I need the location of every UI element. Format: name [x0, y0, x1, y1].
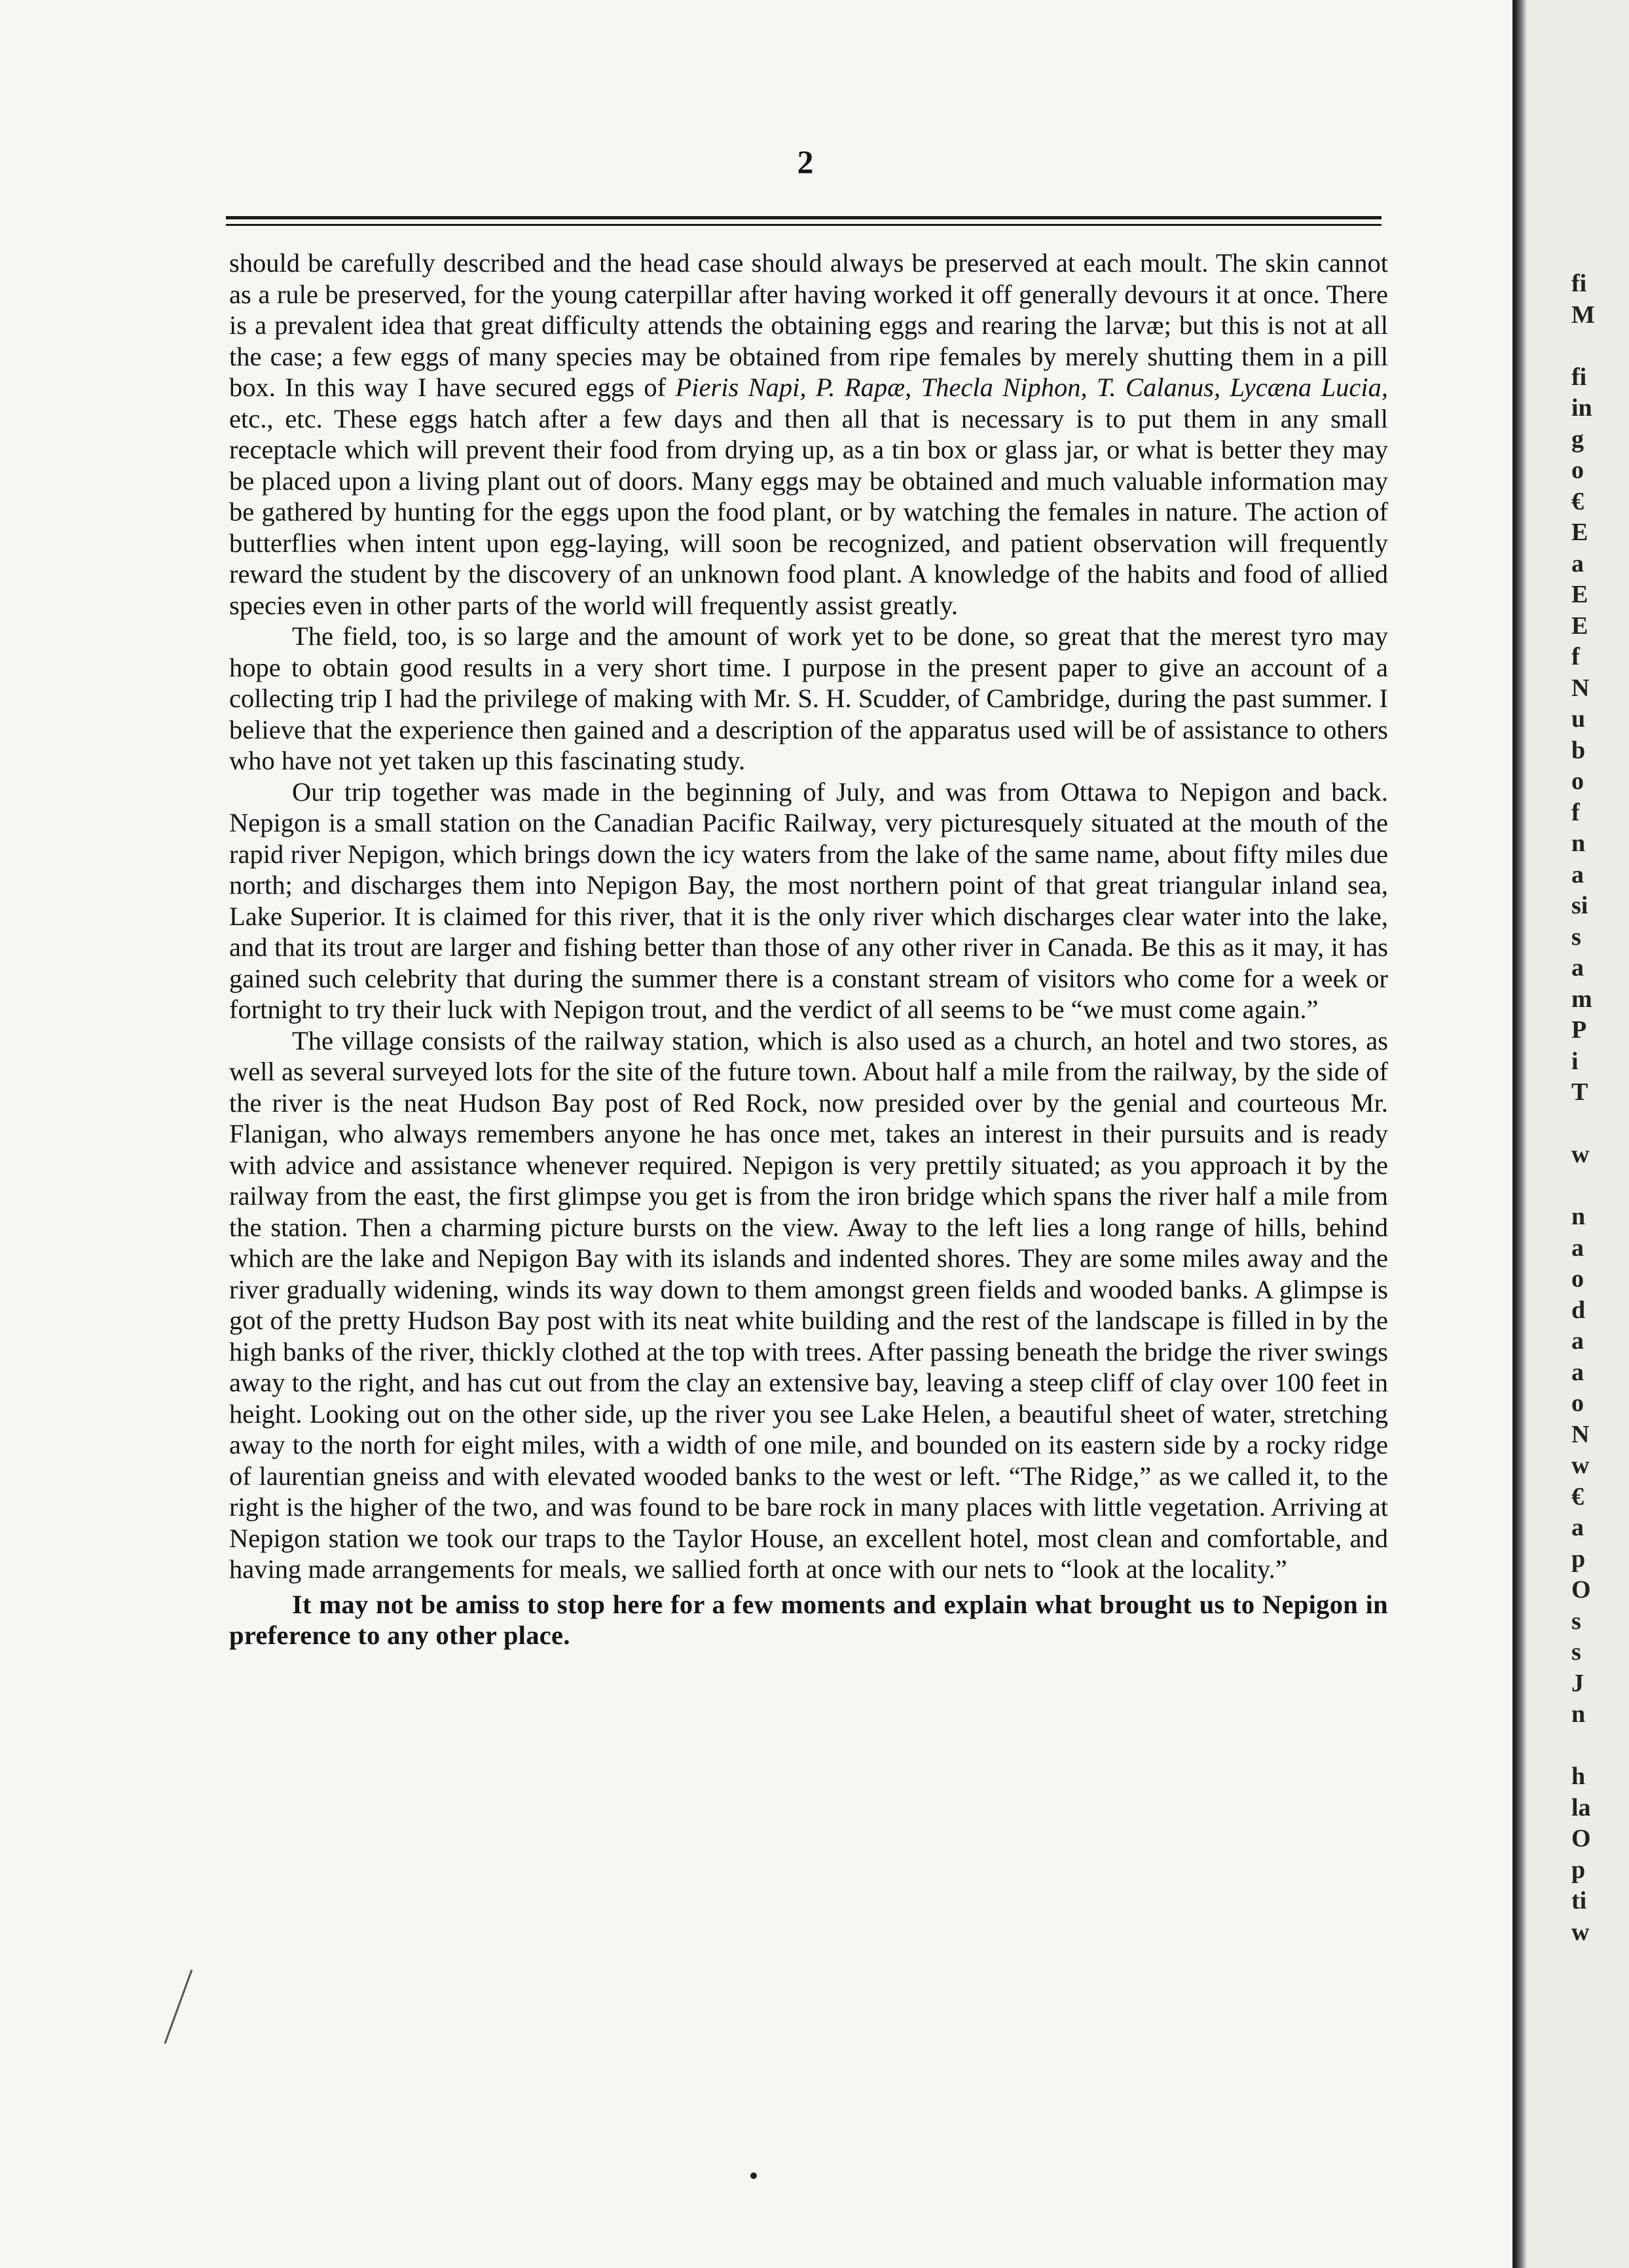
adjacent-page-fragment: o [1571, 456, 1584, 484]
adjacent-page-fragment: a [1571, 549, 1584, 577]
adjacent-page-fragment: a [1571, 860, 1584, 888]
adjacent-page-fragment: E [1571, 612, 1588, 640]
adjacent-page-fragment: a [1571, 1358, 1584, 1386]
adjacent-page-fragment: s [1571, 1607, 1581, 1635]
adjacent-page-fragment: a [1571, 1514, 1584, 1541]
paragraph-3: Our trip together was made in the beginning of July, and was from Ottawa to Nepigon and back. Nepigon is a small station on the Canadian Pacific Railway, very picturesquely situated at the mouth of the rapid river Nepigon, which brings down the icy waters from the lake of the same name, about fifty miles due north; and discharges them into Nepigon Bay, the most northern point of that great triangular inland sea, Lake Superior. It is claimed for this river, that it is the only river which discharges clear water into the lake, and that its trout are larger and fishing better than those of any other river in Canada. Be this as it may, it has gained such celebrity that during the summer there is a constant stream of visitors who come for a week or fortnight to try their luck with Nepigon trout, and the verdict of all seems to be “we must come again.” [229, 777, 1388, 1024]
ink-dot [750, 2172, 757, 2179]
adjacent-page-fragment: O [1571, 1576, 1591, 1603]
adjacent-page-fragment: o [1571, 1265, 1584, 1292]
adjacent-page-fragment: E [1571, 581, 1588, 608]
adjacent-page-fragment: E [1571, 519, 1588, 546]
adjacent-page-fragment: n [1571, 1700, 1586, 1728]
adjacent-page-fragment: p [1571, 1856, 1586, 1884]
adjacent-page-fragment: la [1571, 1793, 1591, 1821]
adjacent-page-fragment: s [1571, 1638, 1581, 1666]
page-gutter-shadow [1515, 0, 1527, 2268]
paragraph-2: The field, too, is so large and the amount of work yet to be done, so great that the merest tyro may hope to obtain good results in a very short time. I purpose in the present paper to give an account of a collecting trip I had the privilege of making with Mr. S. H. Scudder, of Cambridge, during the past summer. I believe that the experience then gained and a description of the apparatus used will be of assistance to others who have not yet taken up this fascinating study. [229, 621, 1388, 775]
adjacent-page-fragment [1571, 331, 1624, 362]
header-rule-thin [226, 224, 1382, 226]
adjacent-page-fragment: s [1571, 923, 1581, 951]
adjacent-page-fragment: d [1571, 1296, 1586, 1324]
adjacent-page-fragment: w [1571, 1452, 1590, 1479]
adjacent-page-fragment: n [1571, 1203, 1586, 1230]
adjacent-page-fragment: fi [1571, 363, 1587, 391]
species-list: Pieris Napi, P. Rapæ, Thecla Niphon, T. Calanus, Lycæna Lucia, [675, 373, 1388, 402]
page-number: 2 [797, 143, 814, 180]
adjacent-page-fragment: o [1571, 767, 1584, 795]
paragraph-text: should be carefully described and the head case should always be preserved at each moult. The skin cannot as a rule be preserved, for the young caterpillar after having worked it off generally devours it at once. There is a prevalent idea that great difficulty attends the obtaining eggs and rearing the larvæ; but this is not at all the case; a few eggs of many species may be obtained from ripe females by merely shutting them in a pill box. In this way I have secured eggs of [229, 248, 1388, 402]
adjacent-page-fragments [1571, 268, 1624, 1948]
paragraph-1 [229, 247, 1388, 621]
header-rule [226, 216, 1382, 219]
adjacent-page-fragment [1571, 1108, 1624, 1140]
adjacent-page-fragment: w [1571, 1918, 1590, 1946]
adjacent-page-fragment: w [1571, 1141, 1590, 1168]
adjacent-page-fragment: n [1571, 830, 1586, 857]
adjacent-page-fragment: N [1571, 1420, 1590, 1448]
adjacent-page-fragment: O [1571, 1825, 1591, 1852]
adjacent-page-fragment: a [1571, 1234, 1584, 1262]
adjacent-page-fragment: M [1571, 301, 1595, 329]
adjacent-page-fragment: h [1571, 1763, 1586, 1790]
adjacent-page-fragment: J [1571, 1669, 1584, 1697]
paragraph-4: The village consists of the railway station, which is also used as a church, an hotel and two stores, as well as several surveyed lots for the site of the future town. About half a mile from the railway, by the side of the river is the neat Hudson Bay post of Red Rock, now presided over by the genial and courteous Mr. Flanigan, who always remembers anyone he has once met, takes an interest in their pursuits and is ready with advice and assistance whenever required. Nepigon is very prettily situated; as you approach it by the railway from the east, the first glimpse you get is from the iron bridge which spans the river half a mile from the station. Then a charming picture bursts on the view. Away to the left lies a long range of hills, behind which are the lake and Nepigon Bay with its islands and indented shores. They are some miles away and the river gradually widening, winds its way down to them amongst green fields and wooded banks. A glimpse is got of the pretty Hudson Bay post with its neat white building and the rest of the landscape is filled in by the high banks of the river, thickly clothed at the top with trees. After passing beneath the bridge the river swings away to the right, and has cut out from the clay an extensive bay, leaving a steep cliff of clay over 100 feet in height. Looking out on the other side, up the river you see Lake Helen, a beautiful sheet of water, stretching away to the north for eight miles, with a width of one mile, and bounded on its eastern side by a rocky ridge of laurentian gneiss and with elevated wooded banks to the west or left. “The Ridge,” as we called it, to the right is the higher of the two, and was found to be bare rock in many places with little vegetation. Arriving at Nepigon station we took our traps to the Taylor House, an excellent hotel, most clean and comfortable, and having made arrangements for meals, we sallied forth at once with our nets to “look at the locality.” [229, 1025, 1388, 1584]
paragraph-5: It may not be amiss to stop here for a few moments and explain what brought us to Nepigon in preference to any other place. [229, 1589, 1388, 1650]
adjacent-page-fragment: o [1571, 1389, 1584, 1417]
adjacent-page-fragment: m [1571, 985, 1592, 1013]
adjacent-page-fragment: in [1571, 394, 1592, 422]
adjacent-page-fragment: b [1571, 736, 1586, 764]
adjacent-page-fragment: T [1571, 1078, 1588, 1106]
adjacent-page-fragment: i [1571, 1047, 1579, 1075]
margin-pencil-mark [164, 1969, 211, 2051]
adjacent-page-fragment: p [1571, 1545, 1586, 1573]
adjacent-page-fragment: € [1571, 1482, 1584, 1510]
adjacent-page-fragment: P [1571, 1016, 1587, 1044]
adjacent-page-fragment [1571, 1171, 1624, 1202]
adjacent-page-fragment: fi [1571, 270, 1587, 297]
adjacent-page-fragment: f [1571, 643, 1580, 670]
adjacent-page-fragment: N [1571, 674, 1590, 702]
adjacent-page-fragment: u [1571, 705, 1586, 733]
adjacent-page-fragment: a [1571, 1327, 1584, 1355]
body-text [229, 247, 1388, 1651]
adjacent-page-fragment: ti [1571, 1887, 1587, 1914]
adjacent-page-fragment: g [1571, 425, 1584, 453]
adjacent-page-fragment: a [1571, 954, 1584, 981]
paragraph-text: etc., etc. These eggs hatch after a few days and then all that is necessary is to put them in any small receptacle which will prevent their food from drying up, as a tin box or glass jar, or what is better they may be placed upon a living plant out of doors. Many eggs may be obtained and much valuable information may be gathered by hunting for the eggs upon the food plant, or by watching the females in nature. The action of butterflies when intent upon egg-laying, will soon be recognized, and patient observation will frequently reward the student by the discovery of an unknown food plant. A knowledge of the habits and food of allied species even in other parts of the world will frequently assist greatly. [229, 403, 1388, 620]
adjacent-page-fragment: f [1571, 798, 1580, 826]
adjacent-page-fragment: si [1571, 892, 1588, 919]
adjacent-page-fragment: € [1571, 487, 1584, 515]
adjacent-page-fragment [1571, 1730, 1624, 1762]
